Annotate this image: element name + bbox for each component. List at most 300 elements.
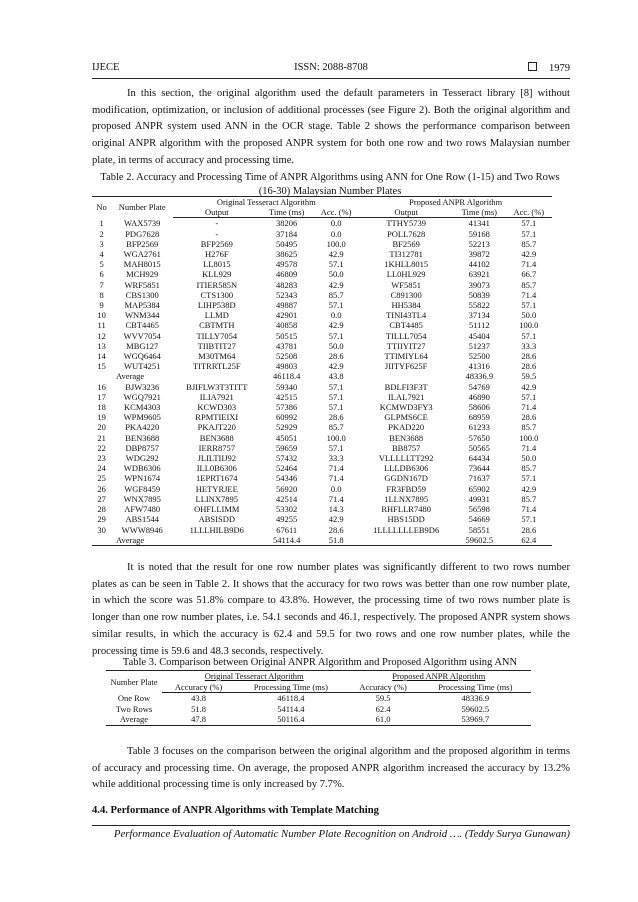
paragraph-results: It is noted that the result for one row number plates was significantly different to two rows number plates as can be seen in Table 2. It shows that the accuracy for two rows was better than one row number plate, in which the score was 51.8% compare to 43.8%. However, the processing time of two rows number plate is longer than one row number plates, i.e. 54.1 seconds and 46.1, respectively. The proposed ANPR system shows similar results, in which the accuracy is 62.4 and 59.5 for two rows and one row number plates, while the processing time is 59.6 and 48.3 seconds, respectively. <box>92 562 570 657</box>
table2-cell: 51.8 <box>313 535 359 546</box>
table2-row <box>92 392 552 402</box>
table2-cell: 28 <box>97 504 106 515</box>
table2-row <box>92 422 552 432</box>
table2-cell: 50839 <box>468 289 490 300</box>
table2-cell: 1EPRT1674 <box>196 473 238 484</box>
table2-cell: PKAJT220 <box>197 422 236 433</box>
table3-cell: 46118.4 <box>277 693 305 703</box>
table2-cell: 1LLLHILB9D6 <box>189 524 244 535</box>
table2-row <box>92 433 552 443</box>
table3-header-plate: Number Plate <box>106 671 162 693</box>
table2-cell: 9 <box>99 300 104 311</box>
table2-cell: 33.3 <box>521 340 537 351</box>
table2-cell: 67611 <box>276 524 298 535</box>
table2-cell: 55822 <box>468 300 490 311</box>
table2-cell: 57.1 <box>328 402 344 413</box>
table2-cell: 3 <box>99 238 104 249</box>
table2-average-row <box>92 535 552 546</box>
table2-row <box>92 249 552 259</box>
table2-cell: 71.4 <box>328 473 344 484</box>
table2-cell: ILAL7921 <box>387 391 425 402</box>
table2-cell: 71.4 <box>328 493 344 504</box>
table2-cell: 50.0 <box>521 453 537 464</box>
table2-cell: LIHP538D <box>197 300 236 311</box>
table2-row <box>92 351 552 361</box>
table2-cell: 8 <box>99 289 104 300</box>
table2-cell: 65902 <box>468 483 490 494</box>
table2-row <box>92 412 552 422</box>
table2-cell: 42514 <box>276 493 298 504</box>
table2-cell: KCM4303 <box>124 402 161 413</box>
table2-header-original: Original Tesseract Algorithm <box>173 197 359 208</box>
table2-cell: 54669 <box>468 514 490 525</box>
table2-cell: BDLFI3F3T <box>384 381 428 392</box>
table3-subheader: Accuracy (%) <box>346 682 419 693</box>
table2-row <box>92 320 552 330</box>
table2-cell: LLLDB6306 <box>383 463 429 474</box>
table2-cell: KLL929 <box>202 269 232 280</box>
table2-cell: H276F <box>204 249 229 260</box>
table2-cell: BEN3688 <box>125 432 160 443</box>
page-number-area <box>528 62 570 74</box>
table2-cell: 57.1 <box>521 473 537 484</box>
table2-cell: BEN3688 <box>199 432 234 443</box>
table2-cell <box>359 535 453 546</box>
table3-cell: 51.8 <box>191 703 207 714</box>
table2-row <box>92 382 552 392</box>
table2-cell: 42.9 <box>521 381 537 392</box>
table2-cell: 21 <box>97 432 106 443</box>
table2-header-no: No <box>92 197 111 218</box>
table2-cell: WGF8459 <box>124 483 161 494</box>
table2-cell: 48283 <box>276 279 298 290</box>
table2-cell: 7 <box>99 279 104 290</box>
table2-cell: TINI43TL4 <box>386 310 427 321</box>
table2-cell: 46809 <box>276 269 298 280</box>
table2-cell: TILLY7054 <box>196 330 238 341</box>
table2-cell: 52929 <box>276 422 298 433</box>
table2-row <box>92 453 552 463</box>
table2-cell: 49931 <box>468 493 490 504</box>
table2-cell: 46890 <box>468 391 490 402</box>
table2-cell: ITIER585N <box>196 279 238 290</box>
table2-cell: 71.4 <box>521 402 537 413</box>
table2-cell: 54769 <box>468 381 490 392</box>
table2-cell: MAH8015 <box>123 259 161 270</box>
table2-cell: 49578 <box>276 259 298 270</box>
table2-cell: 57.1 <box>328 381 344 392</box>
table2-cell: CTS1300 <box>200 289 234 300</box>
table2-cell: GLPMS6CE <box>384 412 428 423</box>
table2-cell: 42.9 <box>328 320 344 331</box>
table2-cell: 1 <box>99 218 104 229</box>
table2-cell: WDB6306 <box>123 463 161 474</box>
table3-cell: 59.5 <box>375 693 391 703</box>
table3-body <box>106 693 531 726</box>
table2-cell: WUT4251 <box>124 361 161 372</box>
table2-cell: WNX7895 <box>123 493 161 504</box>
table2-subheader: Acc. (%) <box>313 207 359 218</box>
table3-caption: Table 3. Comparison between Original ANPR Algorithm and Proposed Algorithm using ANN <box>122 657 518 668</box>
table2-cell: 51237 <box>468 340 490 351</box>
table2-row <box>92 341 552 351</box>
table2-cell: 37184 <box>276 228 298 239</box>
table2-cell: BFP2569 <box>126 238 159 249</box>
table2-cell: 6 <box>99 269 104 280</box>
table2-cell: 28.6 <box>521 351 537 362</box>
table2-cell: 57.1 <box>521 514 537 525</box>
table2-cell <box>173 535 260 546</box>
table2-cell: 27 <box>97 493 106 504</box>
table2-cell: 44102 <box>468 259 490 270</box>
table2-cell: AFW7480 <box>124 504 161 515</box>
table3-row <box>106 693 531 704</box>
table2-cell: WF5851 <box>391 279 422 290</box>
table2-cell: LL0HL929 <box>386 269 426 280</box>
table3-subheader: Processing Time (ms) <box>235 682 346 693</box>
issn: ISSN: 2088-8708 <box>294 62 368 73</box>
table2-cell: 42.9 <box>328 249 344 260</box>
table2-cell: 52500 <box>468 351 490 362</box>
table2-cell: 57.1 <box>521 330 537 341</box>
table2-cell: 43.8 <box>328 371 344 382</box>
table2-cell: 53302 <box>276 504 298 515</box>
table2-cell: 57.1 <box>328 391 344 402</box>
table2-cell: DBP8757 <box>125 442 159 453</box>
table2-cell: 71.4 <box>328 463 344 474</box>
table2-cell: 68959 <box>468 412 490 423</box>
table2-subheader: Output <box>173 207 260 218</box>
table2-row <box>92 269 552 279</box>
table2-cell: RHFLLR7480 <box>381 504 431 515</box>
table2-row <box>92 310 552 320</box>
table3-row <box>106 714 531 725</box>
table2-cell: BEN3688 <box>389 432 424 443</box>
table2-cell: 10 <box>97 310 106 321</box>
table2-cell: BJIFLW3T3TITT <box>186 381 248 392</box>
table2-cell: 28.6 <box>328 351 344 362</box>
table2-subheader: Acc. (%) <box>506 207 552 218</box>
table2-cell: RPMTIEIXI <box>195 412 239 423</box>
table2-cell: 16 <box>97 381 106 392</box>
table2-row <box>92 494 552 504</box>
checkbox-square-icon <box>528 62 537 71</box>
table2-cell: 26 <box>97 483 106 494</box>
table2-cell: WRF5851 <box>124 279 160 290</box>
table2-cell: 52213 <box>468 238 490 249</box>
table2-cell: 59659 <box>276 442 298 453</box>
table2-cell: 50565 <box>468 442 490 453</box>
table2-cell: 22 <box>97 442 106 453</box>
table2-cell: 12 <box>97 330 106 341</box>
table2-cell: CBT4485 <box>389 320 423 331</box>
table2-row <box>92 218 552 229</box>
table2-cell: 37134 <box>468 310 490 321</box>
table3-cell: 53969.7 <box>420 714 531 725</box>
table2-cell: VLLLLLTT292 <box>378 453 434 464</box>
table2-cell: 52343 <box>276 289 298 300</box>
table2-cell: TIIBTIT27 <box>197 340 236 351</box>
table2-row <box>92 443 552 453</box>
table2-cell: 62.4 <box>506 535 552 546</box>
table2-cell: BJW3236 <box>125 381 160 392</box>
table2-cell: 85.7 <box>521 238 537 249</box>
table2-cell: LLMD <box>204 310 229 321</box>
table2-cell: 14 <box>97 351 106 362</box>
table2-cell: ILIA7921 <box>199 391 234 402</box>
table2-row <box>92 525 552 535</box>
table2-cell: GGDN167D <box>384 473 428 484</box>
table2-cell: 24 <box>97 463 106 474</box>
table2-cell: 42.9 <box>328 514 344 525</box>
table2-cell: 0.0 <box>330 310 342 321</box>
table2-cell: 0.0 <box>330 483 342 494</box>
page-number: 1979 <box>549 63 570 74</box>
table2-cell: 52464 <box>276 463 298 474</box>
table2-cell: 59.5 <box>521 371 537 382</box>
table2-average-row <box>92 371 552 381</box>
table2-cell: 39073 <box>468 279 490 290</box>
table2-cell: FR3FBD59 <box>386 483 426 494</box>
table2-cell: 40858 <box>276 320 298 331</box>
running-footer: Performance Evaluation of Automatic Number Plate Recognition on Android …. (Teddy Surya Gunawan) <box>92 825 570 840</box>
table2-cell: 71.4 <box>521 504 537 515</box>
table2-cell: 71.4 <box>521 442 537 453</box>
table2-cell: 49803 <box>276 361 298 372</box>
table2-cell: IERR8757 <box>198 442 235 453</box>
table2-cell: 54114.4 <box>260 535 313 546</box>
table2-row <box>92 300 552 310</box>
table2-cell: MCH929 <box>126 269 159 280</box>
table2-cell: POLL7628 <box>387 228 426 239</box>
table2-cell: 0.0 <box>330 228 342 239</box>
table2-cell: KCMWD3FY3 <box>379 402 433 413</box>
table2-cell: 85.7 <box>521 493 537 504</box>
table2-row <box>92 484 552 494</box>
table2-subheader: Time (ms) <box>453 207 506 218</box>
table2-cell: 1LLNX7895 <box>384 493 429 504</box>
table2-row <box>92 463 552 473</box>
table3-header-proposed: Proposed ANPR Algorithm <box>346 671 531 682</box>
table2-cell: 28.6 <box>521 524 537 535</box>
table2-cell: ABS1544 <box>125 514 159 525</box>
table3-cell: Average <box>106 714 162 725</box>
table2-cell: 57.1 <box>521 228 537 239</box>
table2-cell: 28.6 <box>328 524 344 535</box>
table2-cell: 59602.5 <box>453 535 506 546</box>
table2-cell: LLINX7895 <box>195 493 239 504</box>
table2-cell: OHFLLIMM <box>194 504 240 515</box>
table2 <box>92 196 552 546</box>
table2-cell: 71.4 <box>521 289 537 300</box>
table3-cell: 48336.9 <box>461 693 490 703</box>
table2-row <box>92 290 552 300</box>
table2-cell: 57.1 <box>521 300 537 311</box>
table2-cell: 50515 <box>276 330 298 341</box>
table2-row <box>92 280 552 290</box>
table2-cell: 73644 <box>468 463 490 474</box>
table2-cell: M30TM64 <box>198 351 236 362</box>
table2-cell: BF2569 <box>392 238 420 249</box>
table2-cell: 57432 <box>276 453 298 464</box>
table2-cell: 45051 <box>276 432 298 443</box>
table2-cell: 38625 <box>276 249 298 260</box>
table2-cell-average-label: Average <box>92 535 173 546</box>
table2-cell: MBG127 <box>126 340 159 351</box>
table3-cell: 43.8 <box>191 693 207 703</box>
table3-cell: 50116.4 <box>235 714 346 725</box>
table2-cell: 57386 <box>276 402 298 413</box>
table2-cell: 14.3 <box>328 504 344 515</box>
table3-subheader: Processing Time (ms) <box>420 682 531 693</box>
table2-cell: 28.6 <box>521 412 537 423</box>
table2-cell: CBT4465 <box>125 320 159 331</box>
table2-row <box>92 402 552 412</box>
table2-cell: HETYRJEE <box>195 483 238 494</box>
table2-cell: HH5384 <box>391 300 421 311</box>
table2-cell: 63921 <box>468 269 490 280</box>
table2-cell: C891300 <box>390 289 422 300</box>
table2-cell: 1LLLLLLLEB9D6 <box>373 524 440 535</box>
table2-cell: CBS1300 <box>125 289 159 300</box>
table3-cell: 59602.5 <box>461 703 490 714</box>
table2-cell: WGQ7921 <box>123 391 161 402</box>
table2-cell: 56920 <box>276 483 298 494</box>
table2-row <box>92 239 552 249</box>
paragraph-comparison: Table 3 focuses on the comparison between the original algorithm and the proposed algorithm in terms of accuracy and processing time. On average, the proposed ANPR algorithm increased the accuracy by 13.2% while additional processing time is only increased by 7.7%. <box>92 746 570 791</box>
table2-cell: 1KHLL8015 <box>384 259 429 270</box>
table2-subheader: Time (ms) <box>260 207 313 218</box>
table2-cell: 52508 <box>276 351 298 362</box>
table2-cell: 85.7 <box>521 422 537 433</box>
table2-cell: 28.6 <box>521 361 537 372</box>
table2-cell: KCWD303 <box>197 402 237 413</box>
table3-cell: One Row <box>117 692 151 703</box>
table2-cell: 41341 <box>468 218 490 229</box>
paragraph-intro: In this section, the original algorithm used the default parameters in Tesseract library [8] without modification, optimization, or inclusion of additional processes (see Figure 2). Both the original algorithm and proposed ANPR system used ANN in the OCR stage. Table 2 shows the performance comparison between original ANPR algorithm with the proposed ANPR system for both one row and two rows Malaysian number plate, in terms of accuracy and processing time. <box>92 88 570 166</box>
table2-row <box>92 361 552 371</box>
table2-cell: HBS15DD <box>387 514 425 525</box>
table2-cell: 42.9 <box>328 361 344 372</box>
table3-cell: 47.8 <box>162 714 235 725</box>
table2-cell: 85.7 <box>328 289 344 300</box>
table2-cell: WAX5739 <box>124 218 161 229</box>
table2-cell: 25 <box>97 473 106 484</box>
table3-row <box>106 704 531 715</box>
table2-cell-average-label: Average <box>116 371 145 382</box>
table2-cell: WGQ6464 <box>123 351 161 362</box>
table2-cell: 57.1 <box>328 330 344 341</box>
table2-caption: Table 2. Accuracy and Processing Time of ANPR Algorithms using ANN for One Row (1-15) and Two Rows (16-30) Malaysian Number Plates <box>100 172 560 197</box>
table2-cell: MAP5384 <box>124 300 160 311</box>
table2-cell: 59168 <box>468 228 490 239</box>
table2-cell: 50495 <box>276 238 298 249</box>
table3-cell: 61.0 <box>346 714 419 725</box>
table2-cell: BB8757 <box>391 442 421 453</box>
table2-cell: 46118.4 <box>273 371 301 382</box>
table2-cell: 51112 <box>468 320 490 331</box>
table2-cell: 57.1 <box>328 300 344 311</box>
table2-cell: 59340 <box>276 381 298 392</box>
table3-cell: Two Rows <box>115 703 153 714</box>
table2-cell: PKAD220 <box>388 422 425 433</box>
table2-cell: WGA2761 <box>123 249 161 260</box>
table2-cell: BFP2569 <box>200 238 233 249</box>
table2-cell <box>173 371 260 381</box>
table3-cell: 54114.4 <box>277 703 305 714</box>
table2-row <box>92 229 552 239</box>
table2-cell: 48336.9 <box>465 371 494 382</box>
table2-header-plate: Number Plate <box>111 197 173 218</box>
table2-cell: 57.1 <box>328 442 344 453</box>
table2-cell: 61233 <box>468 422 490 433</box>
table2-cell: PDG7628 <box>125 228 160 239</box>
table2-body <box>92 218 552 546</box>
table2-cell: 33.3 <box>328 453 344 464</box>
table3-subheader: Accuracy (%) <box>162 682 235 693</box>
table2-row <box>92 259 552 269</box>
table2-cell: 38206 <box>276 218 298 229</box>
table2-cell: 18 <box>97 402 106 413</box>
journal-name: IJECE <box>92 62 120 73</box>
table2-row <box>92 473 552 483</box>
table2-cell: 71637 <box>468 473 490 484</box>
table2-cell: 42.9 <box>521 249 537 260</box>
table2-cell: ABSISDD <box>198 514 235 525</box>
table2-cell: 42.9 <box>521 483 537 494</box>
table2-cell: 15 <box>97 361 106 372</box>
table2-cell: 56598 <box>468 504 490 515</box>
table2-header-proposed: Proposed ANPR Algorithm <box>359 197 552 208</box>
table2-cell: 42.9 <box>328 279 344 290</box>
table2-cell: 58551 <box>468 524 490 535</box>
table2-cell: 50.0 <box>328 269 344 280</box>
table2-cell: 45404 <box>468 330 490 341</box>
table2-cell: TITRRTL25F <box>192 361 241 372</box>
table2-cell: 49255 <box>276 514 298 525</box>
table2-cell: 100.0 <box>519 320 539 331</box>
table2-cell: 85.7 <box>521 279 537 290</box>
table2-cell: 13 <box>97 340 106 351</box>
table2-cell: 41316 <box>468 361 490 372</box>
table2-cell: ILL0B6306 <box>196 463 237 474</box>
table2-cell: 4 <box>99 249 104 260</box>
table2-cell: 71.4 <box>521 259 537 270</box>
table2-cell: 20 <box>97 422 106 433</box>
table2-cell: PKA4220 <box>125 422 160 433</box>
table2-cell: 85.7 <box>521 463 537 474</box>
table2-cell: 85.7 <box>328 422 344 433</box>
table2-row <box>92 331 552 341</box>
table2-cell: LL8015 <box>203 259 231 270</box>
table2-cell: 54346 <box>276 473 298 484</box>
table2-cell: WVV7054 <box>123 330 161 341</box>
table2-cell: WPN1674 <box>124 473 161 484</box>
table2-cell: 42901 <box>276 310 298 321</box>
running-header <box>92 60 570 79</box>
table2-cell: TTIMIYL64 <box>384 351 428 362</box>
table2-cell: 11 <box>97 320 106 331</box>
table2-cell: 57.1 <box>521 391 537 402</box>
table2-cell: 43781 <box>276 340 298 351</box>
table2-cell: 0.0 <box>330 218 342 229</box>
table2-row <box>92 514 552 524</box>
table2-cell: JIITYF625F <box>384 361 428 372</box>
table2-cell: WPM9605 <box>123 412 161 423</box>
table2-cell: 19 <box>97 412 106 423</box>
table2-cell: WNM344 <box>124 310 160 321</box>
table2-cell: TILLL7054 <box>385 330 427 341</box>
